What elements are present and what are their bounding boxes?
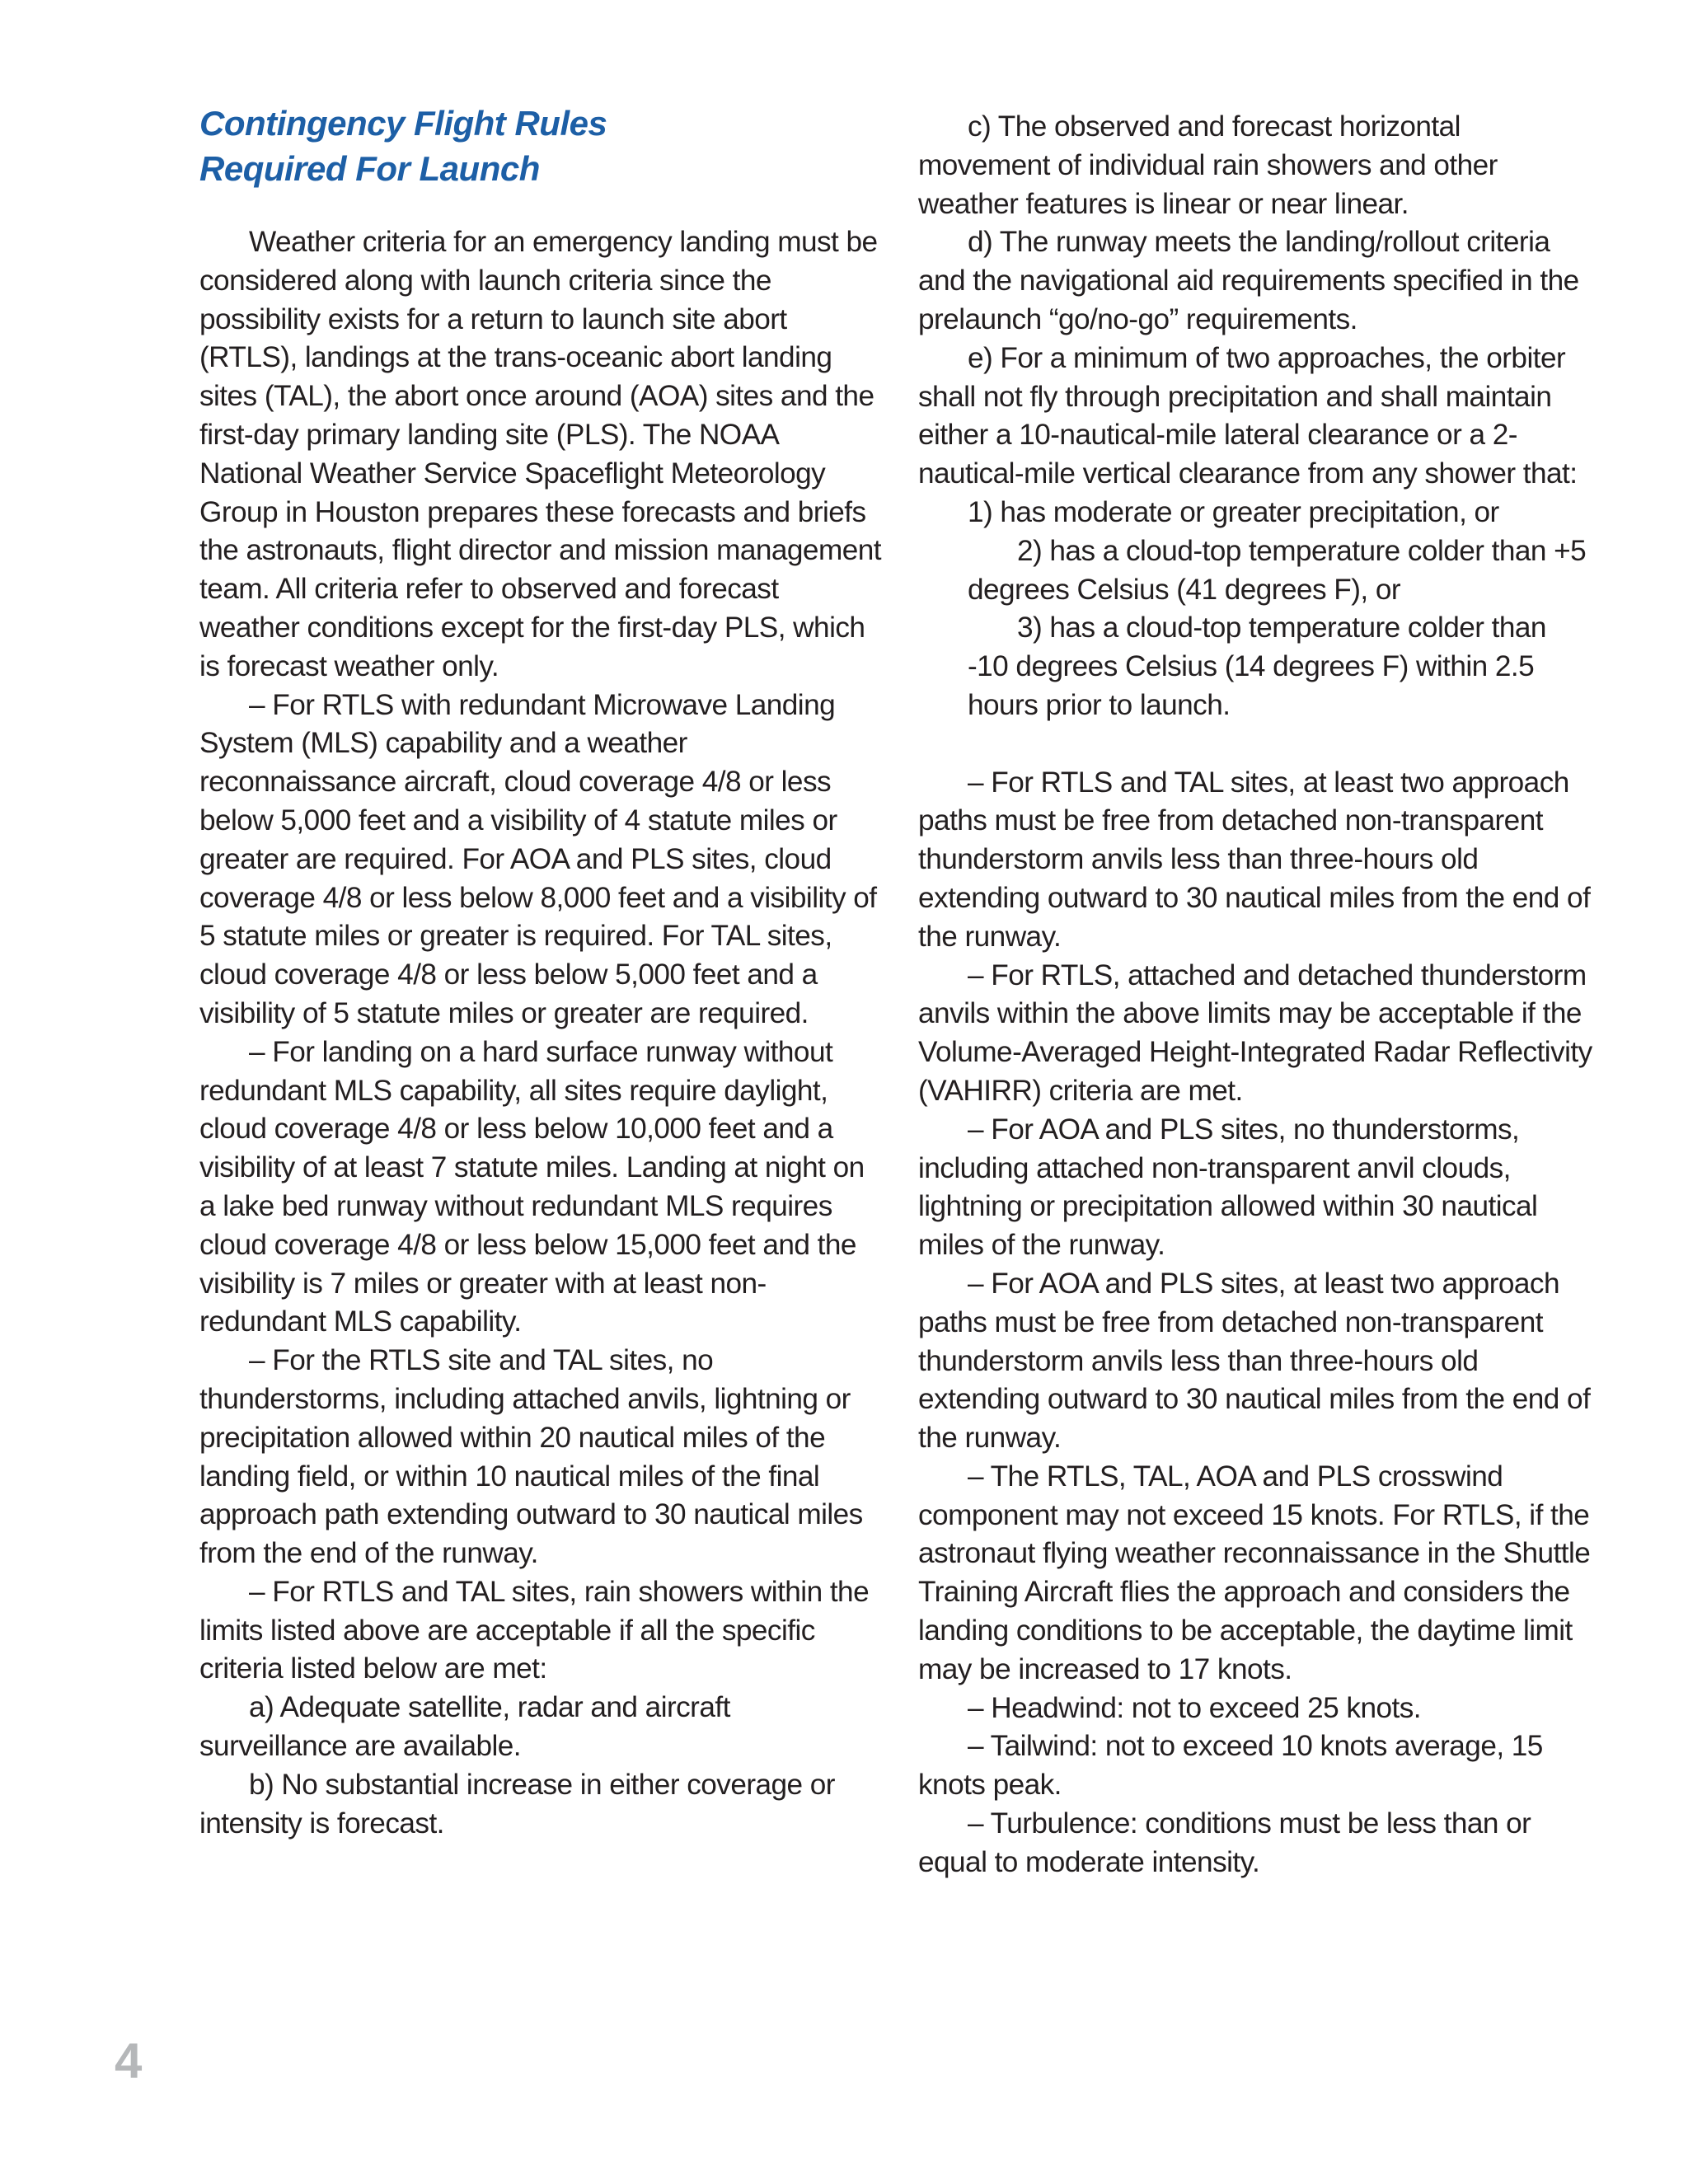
rain-showers-paragraph: – For RTLS and TAL sites, rain showers within the limits listed above are acceptable if all the specific criteria listed below are met: bbox=[199, 1575, 870, 1685]
shower-item-2: 2) has a cloud-top temperature colder than +5 degrees Celsius (41 degrees F), or bbox=[968, 534, 1587, 606]
aoa-pls-thunderstorm-paragraph: – For AOA and PLS sites, no thunderstorms, including attached non-transparent anvil clouds, lightning or precipitation allowed within 30 nautical miles of the runway. bbox=[918, 1113, 1538, 1262]
hard-surface-runway-paragraph: – For landing on a hard surface runway without redundant MLS capability, all sites require daylight, cloud coverage 4/8 or less below 10,000 feet and a visibility of at least 7 statute miles. Landing at night on a lake bed runway without redundant MLS requires cloud coverage 4/8 or less below 15,000 feet and the visibility is 7 miles or greater with at least non-redundant MLS capability. bbox=[199, 1035, 865, 1338]
shower-item-3: 3) has a cloud-top temperature colder than -10 degrees Celsius (14 degrees F) within 2.5 hours prior to launch. bbox=[968, 612, 1546, 721]
rtls-mls-paragraph: – For RTLS with redundant Microwave Landing System (MLS) capability and a weather reconnaissance aircraft, cloud coverage 4/8 or less below 5,000 feet and a visibility of 4 statute miles or greater are required. For AOA and PLS sites, cloud coverage 4/8 or less below 8,000 feet and a visibility of 5 statute miles or greater is required. For TAL sites, cloud coverage 4/8 or less below 5,000 feet and a visibility of 5 statute miles or greater are required. bbox=[199, 688, 877, 1029]
tailwind-limit: – Tailwind: not to exceed 10 knots average, 15 knots peak. bbox=[918, 1730, 1543, 1802]
page-number: 4 bbox=[115, 2033, 143, 2088]
page-title bbox=[199, 101, 859, 191]
rtls-tal-thunderstorm-paragraph: – For the RTLS site and TAL sites, no thunderstorms, including attached anvils, lightning or precipitation allowed within 20 nautical miles of the landing field, or within 10 nautical miles of the final approach path extending outward to 30 nautical miles from the end of the runway. bbox=[199, 1344, 863, 1570]
headwind-limit: – Headwind: not to exceed 25 knots. bbox=[968, 1691, 1421, 1724]
aoa-pls-anvil-paragraph: – For AOA and PLS sites, at least two approach paths must be free from detached non-transparent thunderstorm anvils less than three-hours old extending outward to 30 nautical miles from the end of the runway. bbox=[918, 1267, 1591, 1455]
crosswind-paragraph: – The RTLS, TAL, AOA and PLS crosswind component may not exceed 15 knots. For RTLS, if the astronaut flying weather reconnaissance in the Shuttle Training Aircraft flies the approach and considers the landing conditions to be acceptable, the daytime limit may be increased to 17 knots. bbox=[918, 1460, 1591, 1685]
page-title-line-2: Required For Launch bbox=[199, 149, 540, 188]
page-title-line-1: Contingency Flight Rules bbox=[199, 104, 607, 143]
criteria-d: d) The runway meets the landing/rollout criteria and the navigational aid requirements specified in the prelaunch “go/no-go” requirements. bbox=[918, 226, 1579, 335]
criteria-c: c) The observed and forecast horizontal movement of individual rain showers and other weather features is linear or near linear. bbox=[918, 110, 1498, 220]
shower-item-1: 1) has moderate or greater precipitation, or bbox=[968, 495, 1499, 528]
criteria-e: e) For a minimum of two approaches, the orbiter shall not fly through precipitation and shall maintain either a 10-nautical-mile lateral clearance or a 2-nautical-mile vertical clearance from any shower that: bbox=[918, 341, 1578, 490]
rtls-vahirr-paragraph: – For RTLS, attached and detached thunderstorm anvils within the above limits may be acceptable if the Volume-Averaged Height-Integrated Radar Reflectivity (VAHIRR) criteria are met. bbox=[918, 958, 1592, 1107]
rtls-tal-anvil-paragraph: – For RTLS and TAL sites, at least two approach paths must be free from detached non-transparent thunderstorm anvils less than three-hours old extending outward to 30 nautical miles from the end of the runway. bbox=[918, 766, 1591, 953]
turbulence-limit: – Turbulence: conditions must be less than or equal to moderate intensity. bbox=[918, 1807, 1531, 1878]
paragraph-gap bbox=[918, 725, 1594, 764]
right-column bbox=[918, 108, 1594, 1882]
left-column bbox=[199, 223, 884, 1843]
criteria-a: a) Adequate satellite, radar and aircraft surveillance are available. bbox=[199, 1691, 730, 1763]
criteria-b: b) No substantial increase in either coverage or intensity is forecast. bbox=[199, 1768, 835, 1840]
intro-paragraph: Weather criteria for an emergency landing must be considered along with launch criteria since the possibility exists for a return to launch site abort (RTLS), landings at the trans-oceanic abort landing sites (TAL), the abort once around (AOA) sites and the first-day primary landing site (PLS). The NOAA National Weather Service Spaceflight Meteorology Group in Houston prepares these forecasts and briefs the astronauts, flight director and mission management team. All criteria refer to observed and forecast weather conditions except for the first-day PLS, which is forecast weather only. bbox=[199, 226, 881, 682]
